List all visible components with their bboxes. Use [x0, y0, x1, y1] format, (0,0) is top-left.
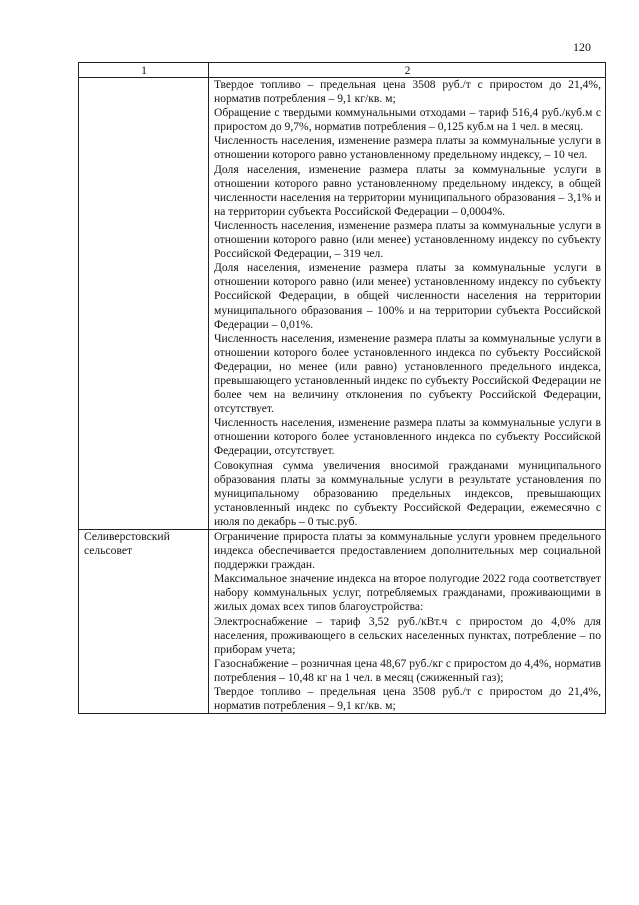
paragraph: Ограничение прироста платы за коммунальные услуги уровнем предельного индекса обеспечивается предоставлением дополнительных мер социальной поддержки граждан. [214, 530, 601, 572]
paragraph: Численность населения, изменение размера платы за коммунальные услуги в отношении которого равно установленному предельному индексу, – 10 чел. [214, 134, 601, 162]
column-header-2: 2 [209, 63, 606, 78]
paragraph: Максимальное значение индекса на второе полугодие 2022 года соответствует набору коммунальных услуг, потребляемых гражданами, проживающими в жилых домах всех типов благоустройства: [214, 572, 601, 614]
document-table [78, 62, 606, 714]
description-cell [209, 78, 606, 530]
paragraph: Твердое топливо – предельная цена 3508 руб./т с приростом до 21,4%, норматив потребления – 9,1 кг/кв. м; [214, 78, 601, 106]
paragraph: Численность населения, изменение размера платы за коммунальные услуги в отношении которого более установленного индекса по субъекту Российской Федерации, отсутствует. [214, 416, 601, 458]
paragraph: Численность населения, изменение размера платы за коммунальные услуги в отношении которого равно (или менее) установленному индексу по субъекту Российской Федерации, – 319 чел. [214, 218, 601, 261]
page-number: 120 [573, 40, 591, 54]
region-name-cell [79, 78, 209, 530]
column-header-1: 1 [79, 63, 209, 78]
paragraph: Численность населения, изменение размера платы за коммунальные услуги в отношении которого более установленного индекса по субъекту Российской Федерации, но менее (или равно) установленного предельного индекса, превышающего установленный индекс по субъекту Российской Федерации не более чем на величину отклонения по субъекту Российской Федерации, отсутствует. [214, 331, 601, 416]
region-name-cell: Селиверстовский сельсовет [79, 530, 209, 714]
table-header-row [79, 63, 606, 78]
paragraph: Электроснабжение – тариф 3,52 руб./кВт.ч с приростом до 4,0% для населения, проживающего в сельских населенных пунктах, потребление – по приборам учета; [214, 614, 601, 656]
paragraph: Твердое топливо – предельная цена 3508 руб./т с приростом до 21,4%, норматив потребления – 9,1 кг/кв. м; [214, 685, 601, 713]
paragraph: Газоснабжение – розничная цена 48,67 руб./кг с приростом до 4,4%, норматив потребления – 10,48 кг на 1 чел. в месяц (сжиженный газ); [214, 656, 601, 684]
paragraph: Доля населения, изменение размера платы за коммунальные услуги в отношении которого равно (или менее) установленному индексу по субъекту Российской Федерации, в общей численности населения на территории муниципального образования – 100% и на территории субъекта Российской Федерации – 0,01%. [214, 261, 601, 331]
table-row [79, 530, 606, 714]
description-cell [209, 530, 606, 714]
paragraph: Доля населения, изменение размера платы за коммунальные услуги в отношении которого равно установленному предельному индексу, в общей численности населения на территории муниципального образования – 3,1% и на территории субъекта Российской Федерации – 0,0004%. [214, 162, 601, 218]
table-row [79, 78, 606, 530]
paragraph: Обращение с твердыми коммунальными отходами – тариф 516,4 руб./куб.м с приростом до 9,7%, норматив потребления – 0,125 куб.м на 1 чел. в месяц. [214, 106, 601, 134]
paragraph: Совокупная сумма увеличения вносимой гражданами муниципального образования платы за коммунальные услуги в результате установления по муниципальному образованию предельных индексов, превышающих установленный индекс по субъекту Российской Федерации, ежемесячно с июля по декабрь – 0 тыс.руб. [214, 458, 601, 528]
